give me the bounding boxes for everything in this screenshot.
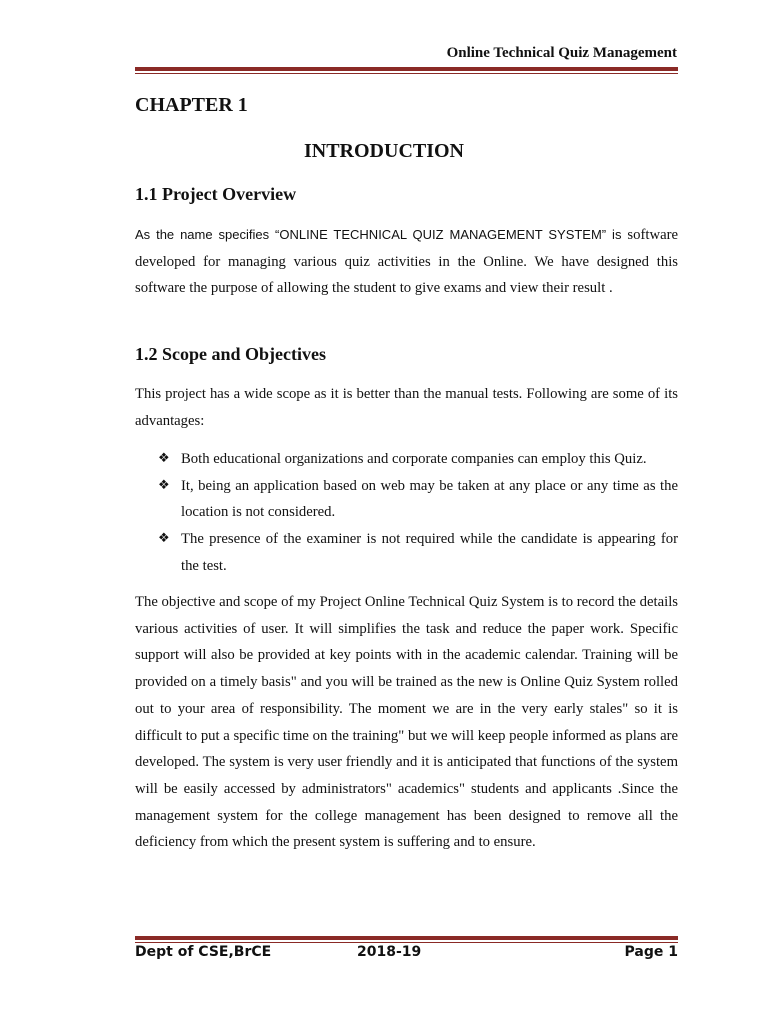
footer-rule-thick	[135, 936, 678, 940]
diamond-bullet-icon: ❖	[158, 477, 170, 493]
list-item	[158, 446, 678, 473]
paragraph-objective-scope: The objective and scope of my Project Online Technical Quiz System is to record the details various activities of user. It will simplifies the task and reduce the paper work. Specific support will also be provided at key points with in the academic calendar. Training will be provided on a timely basis" and you will be trained as the new is Online Quiz System rolled out to your area of responsibility. The moment we are in the very early stales" so it is difficult to put a specific time on the training" but we will keep people informed as plans are developed. The system is very user friendly and it is anticipated that functions of the system will be easily accessed by administrators" academics" students and applicants .Since the management system for the college management has been designed to remove all the deficiency from which the present system is suffering and to ensure.	[135, 594, 678, 851]
header-rule-thick	[135, 67, 678, 71]
chapter-label: CHAPTER 1	[135, 94, 248, 116]
diamond-bullet-icon: ❖	[158, 451, 170, 466]
overview-lead-text: As the name specifies “ONLINE TECHNICAL QUIZ MANAGEMENT SYSTEM” is	[135, 227, 622, 242]
footer-department: Dept of CSE,BrCE	[135, 944, 272, 960]
footer-year: 2018-19	[357, 944, 422, 960]
list-item	[158, 473, 678, 526]
diamond-bullet-icon: ❖	[158, 531, 170, 547]
chapter-title: INTRODUCTION	[303, 140, 465, 162]
footer-page-number: Page 1	[624, 944, 678, 960]
overview-rest-text: software developed for managing various quiz activities in the Online. We have designed this software the purpose of allowing the student to give exams and view their result .	[135, 227, 678, 297]
header-rule-thin	[135, 73, 678, 74]
list-item-text: The presence of the examiner is not required while the candidate is appearing for the test.	[181, 531, 678, 574]
paragraph-scope-intro: This project has a wide scope as it is better than the manual tests. Following are some of its advantages:	[135, 386, 678, 429]
section-heading-scope-objectives: 1.2 Scope and Objectives	[135, 344, 326, 364]
section-heading-project-overview: 1.1 Project Overview	[135, 184, 297, 204]
paragraph-project-overview	[135, 222, 678, 302]
running-header: Online Technical Quiz Management	[446, 45, 677, 61]
advantages-list	[158, 446, 678, 580]
list-item	[158, 526, 678, 579]
footer-rule-thin	[135, 942, 678, 943]
list-item-text: It, being an application based on web may be taken at any place or any time as the location is not considered.	[181, 477, 678, 521]
list-item-text: Both educational organizations and corporate companies can employ this Quiz.	[181, 451, 647, 467]
